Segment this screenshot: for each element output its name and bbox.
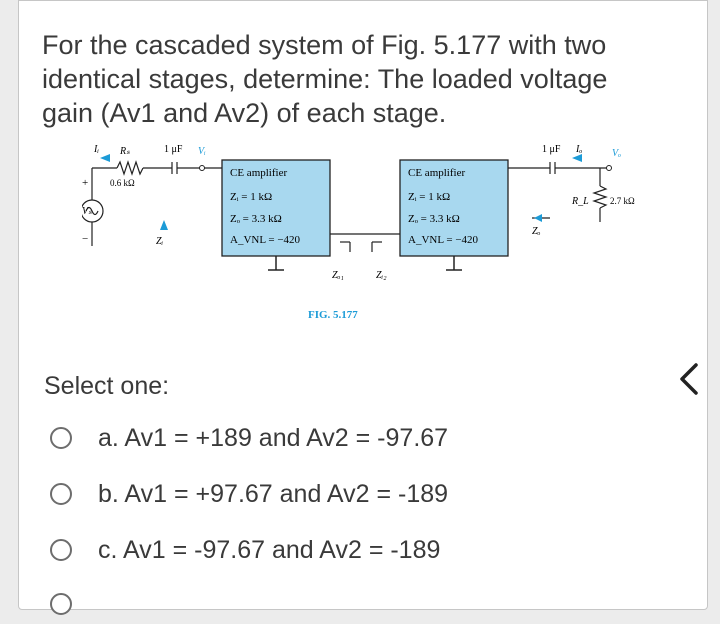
cap-out-label: 1 μF [542, 144, 561, 155]
question-text: For the cascaded system of Fig. 5.177 with two identical stages, determine: The loaded voltage gain (Av1 and Av2) of each stage. [42, 30, 608, 128]
figure-caption: FIG. 5.177 [308, 309, 358, 321]
stage2-av: A_VNL = −420 [408, 234, 479, 246]
rs-value-label: 0.6 kΩ [110, 178, 135, 188]
vi-terminal [200, 166, 205, 171]
circuit-diagram [82, 138, 672, 328]
circuit-figure [82, 138, 672, 328]
rl-value-label: 2.7 kΩ [610, 196, 635, 206]
minus-label: − [82, 233, 89, 245]
radio-empty-icon[interactable] [50, 483, 72, 505]
chevron-left-icon [674, 359, 704, 399]
stage2-zo: Zₒ = 3.3 kΩ [408, 213, 460, 225]
rl-label: R_L [572, 196, 589, 207]
interstage-wiring [330, 234, 400, 252]
vo-label: Vₒ [612, 148, 621, 159]
option-c[interactable] [50, 530, 440, 570]
rs-label: Rₛ [120, 146, 130, 157]
zo1-label: Zₒ₁ [332, 270, 344, 281]
select-one-label: Select one: [44, 372, 170, 400]
vs-label: Vₛ [82, 206, 92, 217]
option-b[interactable] [50, 474, 448, 514]
option-c-text: c. Av1 = -97.67 and Av2 = -189 [98, 535, 441, 564]
option-a-text: a. Av1 = +189 and Av2 = -97.67 [98, 423, 449, 452]
radio-empty-icon[interactable] [50, 427, 72, 449]
input-wiring [82, 162, 222, 246]
zo-label: Zₒ [532, 226, 541, 237]
option-a[interactable] [50, 418, 448, 458]
stage1-zi: Zᵢ = 1 kΩ [230, 191, 273, 203]
plus-label: + [82, 177, 89, 189]
stage2-title: CE amplifier [408, 167, 466, 179]
radio-empty-icon[interactable] [50, 539, 72, 561]
stage1-av: A_VNL = −420 [230, 234, 301, 246]
radio-empty-icon[interactable] [50, 593, 72, 615]
io-label: Iₒ [576, 144, 583, 155]
vo-terminal [607, 166, 612, 171]
option-b-text: b. Av1 = +97.67 and Av2 = -189 [98, 479, 449, 508]
collapse-panel-button[interactable] [668, 358, 708, 400]
vi-label: Vᵢ [198, 146, 206, 157]
ii-label: Iᵢ [94, 144, 99, 155]
option-d-partial[interactable] [50, 584, 72, 624]
stage2-zi: Zᵢ = 1 kΩ [408, 191, 451, 203]
cap-in-label: 1 μF [164, 144, 183, 155]
output-wiring [508, 162, 607, 222]
stage1-zo: Zₒ = 3.3 kΩ [230, 213, 282, 225]
stage1-title: CE amplifier [230, 167, 288, 179]
zi2-label: Zᵢ₂ [376, 270, 387, 281]
ground-symbols [268, 256, 462, 270]
zi-label: Zᵢ [156, 236, 164, 247]
